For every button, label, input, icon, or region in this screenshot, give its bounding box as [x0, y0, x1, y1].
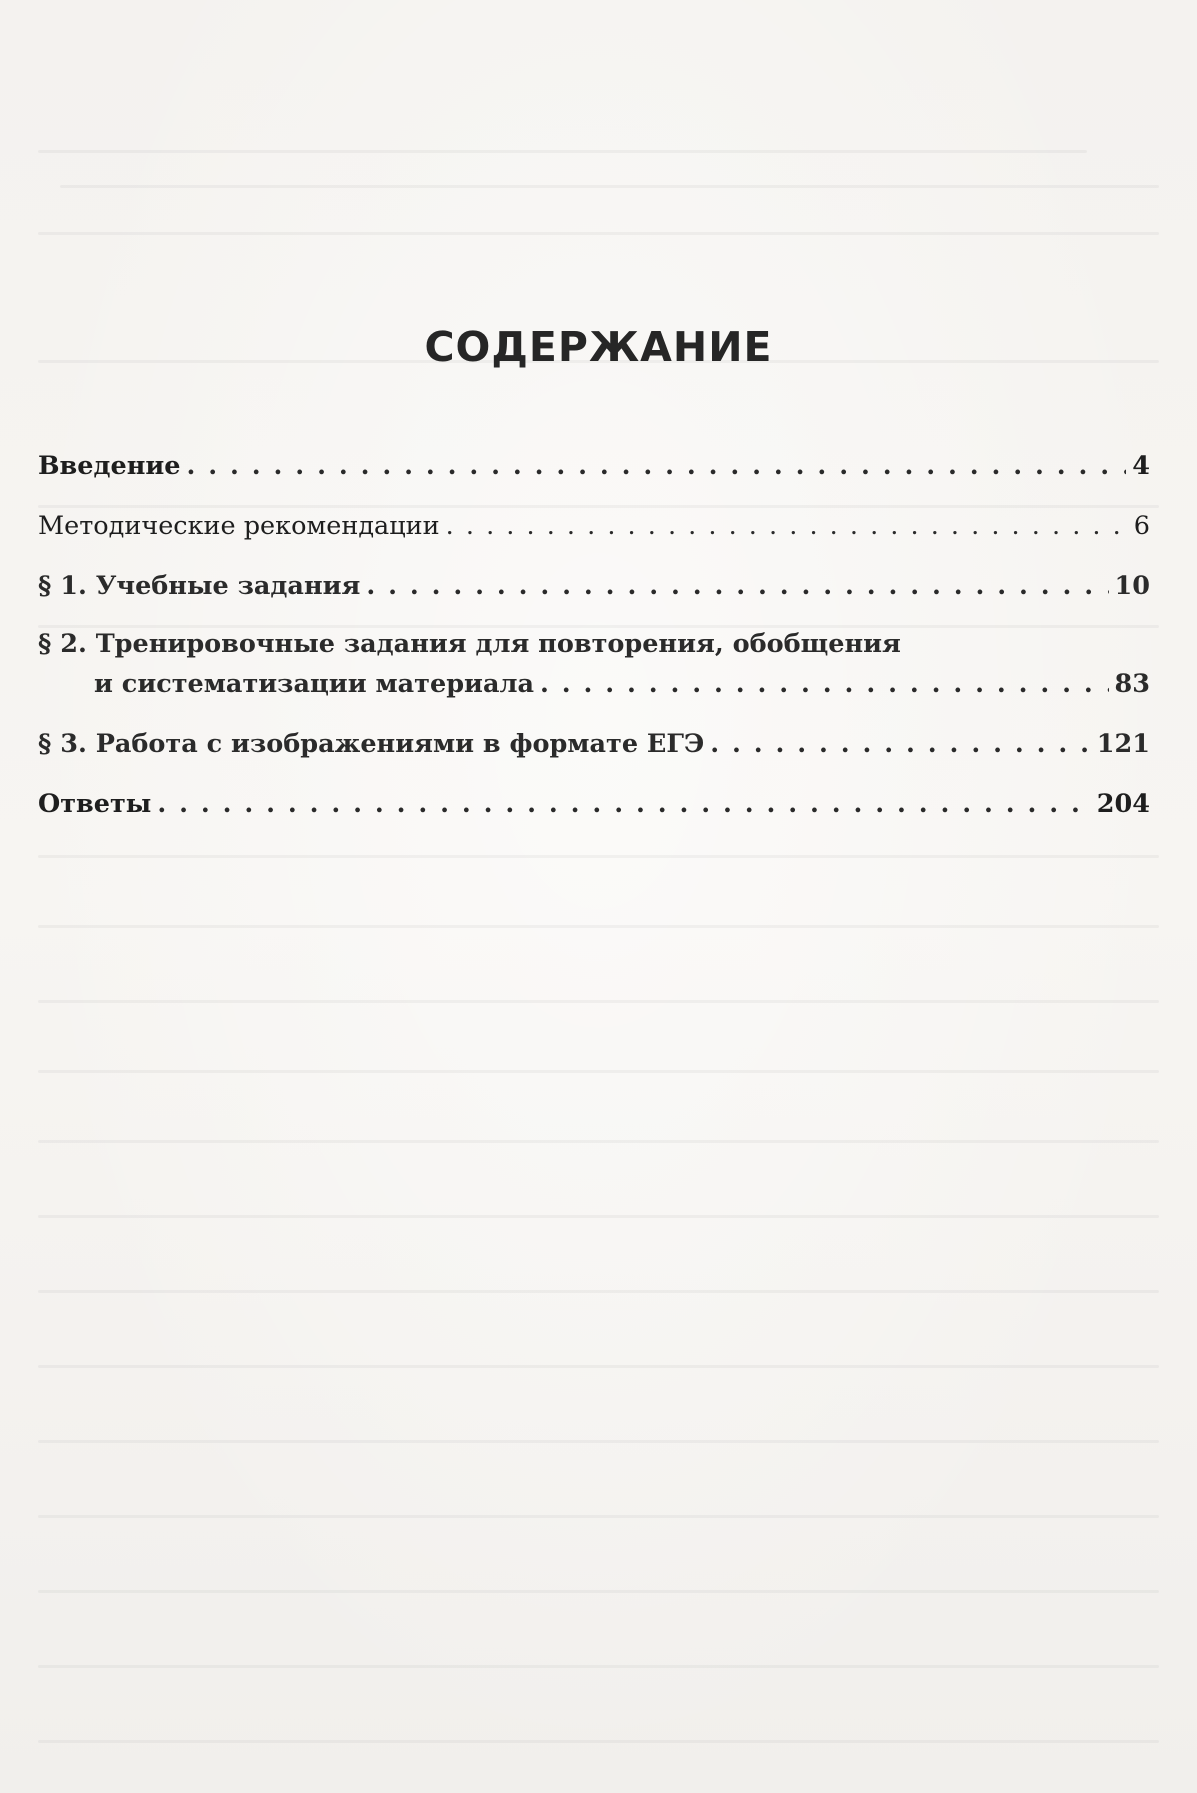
show-through-line [38, 1000, 1159, 1003]
toc-entry-label: § 1. Учебные задания [38, 571, 361, 601]
show-through-line [38, 150, 1087, 153]
show-through-line [38, 1070, 1159, 1073]
show-through-line [38, 855, 1159, 858]
toc-entry-section-1 [38, 566, 1150, 606]
show-through-line [38, 1665, 1159, 1668]
toc-entry-methodical-recommendations [38, 506, 1150, 546]
show-through-line [38, 1215, 1159, 1218]
toc-entry-label: § 3. Работа с изображениями в формате ЕГЭ [38, 729, 705, 759]
toc-page-number: 121 [1096, 729, 1150, 759]
toc-entry-section-2 [38, 624, 1150, 704]
toc-entry-answers [38, 784, 1150, 824]
toc-entry-label: Ответы [38, 789, 152, 819]
toc-entry-introduction [38, 446, 1150, 486]
show-through-line [38, 1515, 1159, 1518]
show-through-line [60, 185, 1159, 188]
toc-leader-dots [157, 784, 1090, 824]
show-through-line [38, 1740, 1159, 1743]
toc-page-number: 204 [1096, 789, 1150, 819]
show-through-line [38, 1440, 1159, 1443]
toc-page-number: 83 [1114, 669, 1150, 699]
page-title: СОДЕРЖАНИЕ [424, 323, 773, 372]
toc-leader-dots [187, 446, 1127, 486]
show-through-line [38, 1590, 1159, 1593]
toc-leader-dots [366, 566, 1108, 606]
toc-leader-dots [540, 664, 1109, 704]
toc-leader-dots [710, 724, 1091, 764]
toc-entry-label-line2: и систематизации материала [94, 669, 534, 699]
show-through-line [38, 1290, 1159, 1293]
toc-page-number: 10 [1114, 571, 1150, 601]
toc-entry-label: Методические рекомендации [38, 511, 440, 541]
toc-page-number: 4 [1132, 451, 1150, 481]
toc-leader-dots [446, 506, 1128, 546]
show-through-line [38, 925, 1159, 928]
toc-entry-label-line1: § 2. Тренировочные задания для повторения, обобщения [38, 629, 901, 659]
show-through-line [38, 232, 1159, 235]
toc-entry-label: Введение [38, 451, 181, 481]
show-through-line [38, 1140, 1159, 1143]
toc-page-number: 6 [1133, 511, 1150, 541]
toc-entry-section-3 [38, 724, 1150, 764]
show-through-line [38, 1365, 1159, 1368]
